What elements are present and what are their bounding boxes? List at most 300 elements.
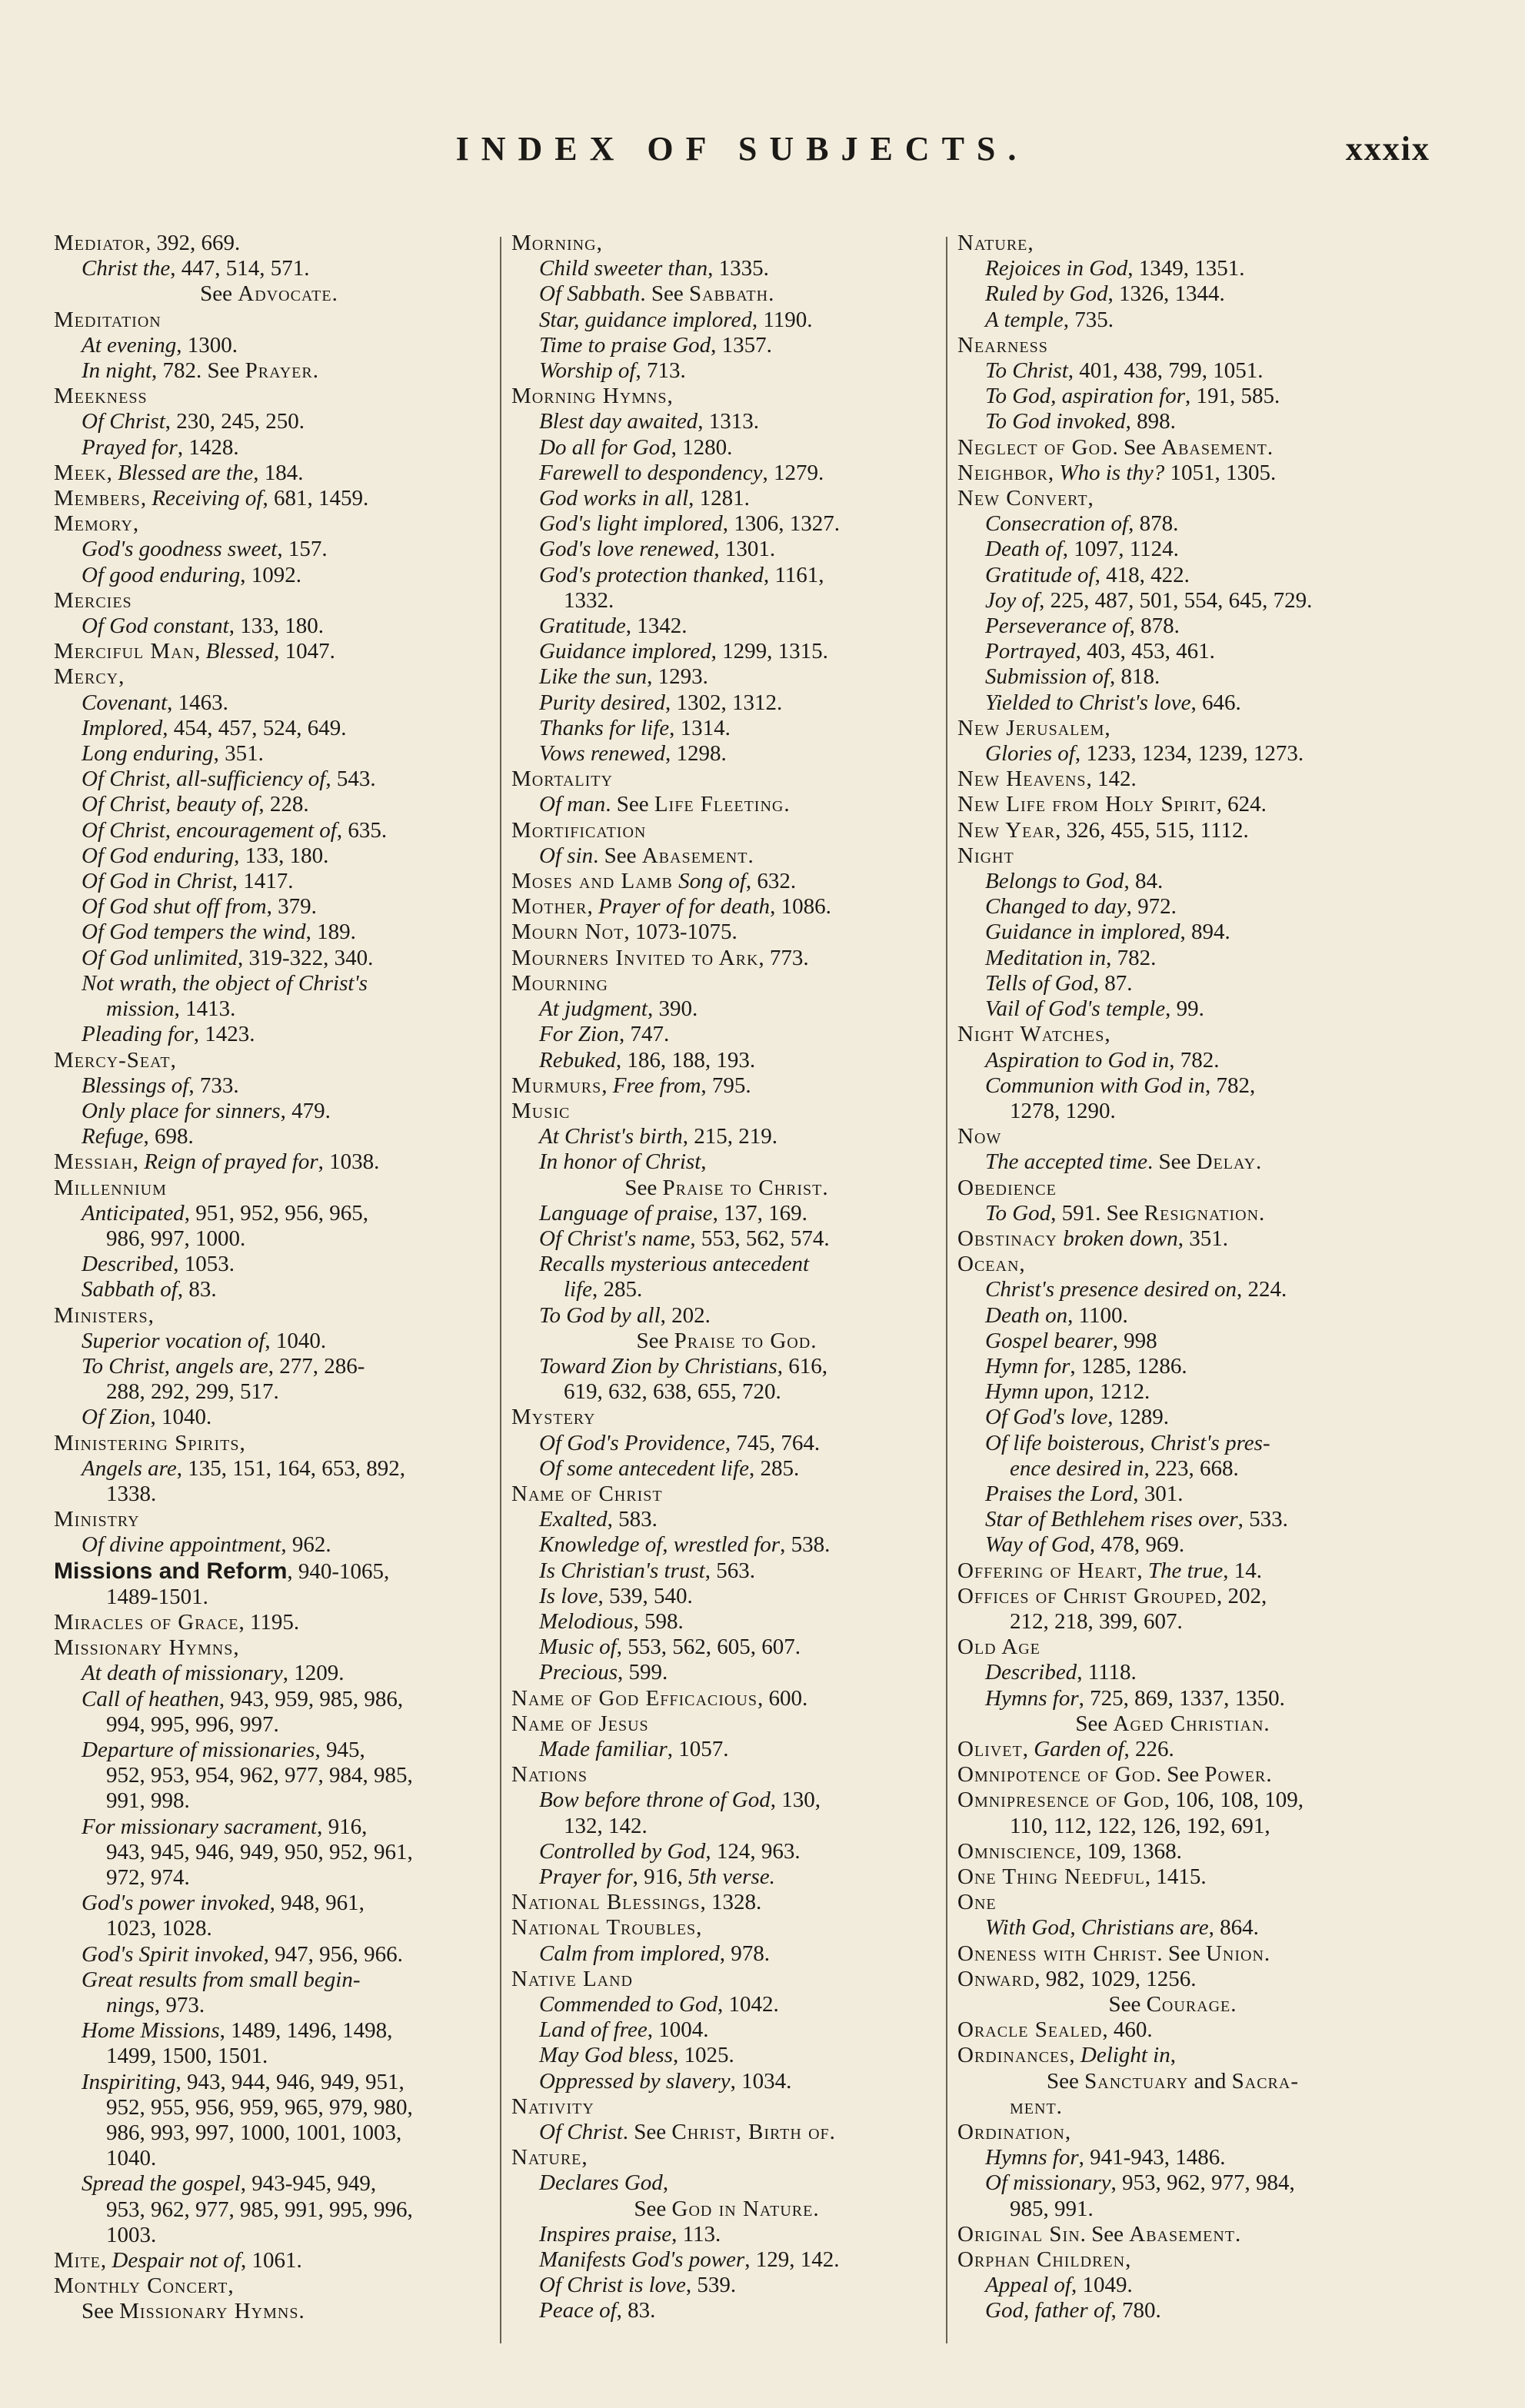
entry-text: Abasement. <box>1161 434 1274 460</box>
entry-text: See <box>1108 1992 1147 2017</box>
index-heading <box>511 971 942 996</box>
index-subentry <box>511 843 942 869</box>
entry-text: , 135, 151, 164, 653, 892, <box>176 1455 406 1481</box>
entry-text: Ministers <box>54 1302 148 1328</box>
index-heading <box>957 1788 1388 1813</box>
index-subentry <box>54 409 484 434</box>
entry-text: Of Sabbath <box>539 281 641 307</box>
index-continuation <box>54 2146 484 2171</box>
entry-text: Nearness <box>957 332 1048 358</box>
index-subentry <box>957 281 1388 307</box>
entry-text: , 943-945, 949, <box>240 2171 377 2197</box>
entry-text: , 83. <box>177 1277 217 1302</box>
entry-text: Of Christ <box>539 2120 623 2145</box>
index-subentry <box>957 1201 1388 1226</box>
index-heading <box>957 1737 1388 1762</box>
entry-text: Of God tempers the wind <box>82 920 306 945</box>
entry-text: The accepted time <box>985 1149 1147 1175</box>
entry-text: Precious <box>539 1660 618 1685</box>
entry-text: , 947, 956, 966. <box>263 1941 403 1967</box>
index-subentry <box>957 741 1388 767</box>
entry-text: , 1302, 1312. <box>665 690 783 715</box>
index-heading <box>54 1149 484 1175</box>
entry-text: , 401, 438, 799, 1051. <box>1067 358 1264 384</box>
entry-text: , 157. <box>277 537 328 562</box>
entry-text: See <box>624 1175 663 1200</box>
entry-text: Melodious <box>539 1608 634 1634</box>
entry-text: Gratitude <box>539 614 626 639</box>
index-heading <box>957 1967 1388 1992</box>
entry-text: , 109, 1368. <box>1076 1838 1182 1864</box>
index-subentry <box>957 1660 1388 1685</box>
entry-text: Child sweeter than <box>539 256 708 281</box>
entry-text: Superior vocation of <box>82 1328 265 1353</box>
index-subentry <box>54 1252 484 1277</box>
entry-text: , 1279. <box>762 460 824 485</box>
entry-text: broken down <box>1063 1226 1178 1251</box>
index-subentry <box>511 333 942 358</box>
entry-text: , 1280. <box>671 434 733 460</box>
index-subentry <box>54 1532 484 1558</box>
entry-text: One Thing Needful <box>957 1864 1145 1889</box>
index-heading <box>957 843 1388 869</box>
entry-text: Of God shut off from <box>82 894 267 920</box>
index-subentry <box>511 1532 942 1558</box>
entry-text: , 1212. <box>1088 1379 1150 1405</box>
index-heading <box>54 664 484 690</box>
entry-text: Covenant <box>82 690 168 715</box>
index-heading <box>511 1686 942 1711</box>
entry-text: Meditation in <box>985 945 1107 970</box>
entry-text: , 591. See <box>1051 1200 1144 1226</box>
entry-text: , 460. <box>1102 2017 1153 2043</box>
entry-text: , 780. <box>1110 2298 1161 2323</box>
index-heading <box>957 2017 1388 2043</box>
entry-text: , 186, 188, 193. <box>615 1047 756 1073</box>
entry-text: , 228. <box>258 792 309 817</box>
index-heading <box>511 1967 942 1992</box>
index-subentry <box>511 2170 942 2196</box>
index-cross-reference <box>54 281 484 307</box>
entry-text: 1040. <box>106 2146 157 2171</box>
index-subentry <box>54 1099 484 1124</box>
entry-text: , 1489, 1496, 1498, <box>219 2018 393 2044</box>
entry-text: , 725, 869, 1337, 1350. <box>1078 1685 1285 1711</box>
index-heading <box>54 1431 484 1456</box>
entry-text: , 945, <box>315 1737 365 1762</box>
index-subentry <box>511 1149 942 1175</box>
entry-text: Communion with God in <box>985 1073 1205 1098</box>
entry-text: One <box>957 1890 997 1915</box>
index-heading <box>957 2222 1388 2247</box>
entry-text: Time to praise God <box>539 332 711 358</box>
index-subentry <box>957 1686 1388 1711</box>
entry-text: , 1190. <box>751 307 813 332</box>
index-subentry <box>511 1303 942 1329</box>
entry-text: New Heavens <box>957 767 1087 792</box>
entry-text: Delight in <box>1080 2043 1170 2068</box>
index-continuation <box>54 1379 484 1405</box>
entry-text: , 142. <box>1086 767 1137 792</box>
index-heading <box>511 1099 942 1124</box>
index-subentry <box>54 818 484 843</box>
index-subentry <box>54 1687 484 1712</box>
entry-text: Inspiriting <box>82 2069 176 2094</box>
entry-text: , 894. <box>1180 920 1230 945</box>
index-subentry <box>54 1661 484 1686</box>
index-subentry <box>957 409 1388 434</box>
entry-text: , 129, 142. <box>744 2247 840 2273</box>
entry-text: Onward <box>957 1966 1035 1991</box>
entry-text: Land of free <box>539 2017 648 2043</box>
entry-text: , 951, 952, 956, 965, <box>184 1200 368 1226</box>
entry-text: Nature <box>511 2145 582 2170</box>
index-continuation <box>957 1609 1388 1635</box>
index-heading <box>54 511 484 537</box>
entry-text: Obstinacy <box>957 1226 1057 1251</box>
index-continuation <box>957 1814 1388 1839</box>
entry-text: Portrayed <box>985 639 1076 664</box>
entry-text: , <box>132 1149 145 1175</box>
entry-text: 132, 142. <box>564 1813 648 1838</box>
entry-text: In night <box>82 358 152 384</box>
index-continuation <box>957 2094 1388 2120</box>
entry-text: Mercy-Seat <box>54 1047 171 1073</box>
entry-text: Sacra- <box>1231 2068 1299 2094</box>
entry-text: , 113. <box>671 2221 721 2247</box>
index-subentry <box>54 946 484 971</box>
entry-text: , <box>148 1302 154 1328</box>
index-subentry <box>957 2273 1388 2298</box>
page-header <box>54 129 1430 183</box>
entry-text: , 403, 453, 461. <box>1075 639 1215 664</box>
entry-text: Mourning <box>511 970 609 996</box>
index-subentry <box>957 2145 1388 2170</box>
entry-text: Aspiration to God in <box>985 1047 1170 1073</box>
index-subentry <box>957 1507 1388 1532</box>
entry-text: , 1061. <box>240 2248 302 2273</box>
entry-text: , 1428. <box>177 434 239 460</box>
entry-text: Orphan Children <box>957 2247 1126 2273</box>
entry-text: , 553, 562, 605, 607. <box>616 1635 801 1660</box>
index-continuation <box>54 996 484 1022</box>
index-heading <box>54 639 484 664</box>
index-subentry <box>957 1915 1388 1941</box>
entry-text: Way of God <box>985 1532 1090 1558</box>
entry-text: At evening <box>82 332 177 358</box>
entry-text: Memory <box>54 511 133 537</box>
entry-text: Departure of missionaries <box>82 1737 315 1762</box>
entry-text: Belongs to God <box>985 869 1124 894</box>
entry-text: Hymns for <box>985 1685 1079 1711</box>
entry-text: See <box>200 281 238 307</box>
index-subentry <box>54 792 484 817</box>
entry-text: To Christ <box>985 358 1068 384</box>
entry-text: , <box>696 1915 702 1941</box>
entry-text: Perseverance of <box>985 614 1130 639</box>
index-subentry <box>54 1329 484 1354</box>
entry-text: Union. <box>1205 1941 1271 1966</box>
entry-text: , <box>1069 2043 1080 2068</box>
entry-text: Hymn upon <box>985 1379 1089 1405</box>
entry-text: Home Missions <box>82 2018 220 2044</box>
entry-text: , <box>1047 460 1060 485</box>
entry-text: , 818. <box>1109 664 1160 690</box>
entry-text: , 624. <box>1216 792 1267 817</box>
entry-text: Described <box>985 1660 1077 1685</box>
entry-text: Spread the gospel <box>82 2171 241 2197</box>
entry-text: 943, 945, 946, 949, 950, 952, 961, <box>106 1839 413 1864</box>
entry-text: Death of <box>985 537 1063 562</box>
entry-text: Long enduring <box>82 741 214 767</box>
entry-text: Blest day awaited <box>539 409 698 434</box>
entry-text: Of life boisterous, Christ's pres- <box>985 1430 1270 1455</box>
entry-text: Yielded to Christ's love <box>985 690 1191 715</box>
index-subentry <box>54 1967 484 1993</box>
index-heading <box>957 2043 1388 2068</box>
entry-text: Vail of God's temple <box>985 996 1166 1022</box>
entry-text: Members <box>54 486 141 511</box>
entry-text: Mercy <box>54 664 119 690</box>
entry-text: Life Fleeting. <box>654 792 791 817</box>
entry-text: Prayer. <box>245 358 319 384</box>
entry-text: Name of Christ <box>511 1481 663 1506</box>
index-subentry <box>957 256 1388 281</box>
entry-text: , 1415. <box>1144 1864 1207 1889</box>
index-subentry <box>54 741 484 767</box>
index-subentry <box>957 511 1388 537</box>
entry-text: , 1313. <box>698 409 759 434</box>
index-heading <box>511 894 942 920</box>
entry-text: , <box>662 2170 669 2196</box>
entry-text: Of some antecedent life <box>539 1455 749 1481</box>
index-heading <box>54 461 484 486</box>
entry-text: , 226. <box>1124 1736 1174 1761</box>
entry-text: Aged Christian. <box>1113 1711 1270 1736</box>
index-subentry <box>957 639 1388 664</box>
index-subentry <box>957 869 1388 894</box>
index-continuation <box>54 1712 484 1738</box>
entry-text: To God invoked <box>985 409 1126 434</box>
entry-text: Original Sin <box>957 2221 1080 2247</box>
entry-text: , 1057. <box>667 1736 729 1761</box>
entry-text: Now <box>957 1124 1002 1149</box>
index-subentry <box>511 1456 942 1482</box>
entry-text: To Christ, angels are <box>82 1353 268 1379</box>
entry-text: Star of Bethlehem rises over <box>985 1507 1238 1532</box>
entry-text: , 953, 962, 977, 984, <box>1110 2170 1295 2196</box>
index-cross-reference <box>957 1992 1388 2017</box>
index-subentry <box>957 588 1388 614</box>
entry-text: Mediator <box>54 231 145 255</box>
index-subentry <box>511 281 942 307</box>
entry-text: Missionary Hymns <box>54 1635 234 1661</box>
entry-text: Morning Hymns <box>511 384 668 409</box>
index-heading <box>957 333 1388 358</box>
entry-text: Of divine appointment <box>82 1532 281 1558</box>
index-subentry <box>511 563 942 588</box>
entry-text: , 982, 1029, 1256. <box>1034 1966 1197 1991</box>
entry-text: , 978. <box>719 1941 770 1966</box>
entry-text: Ruled by God <box>985 281 1108 307</box>
entry-text: Praises the Lord <box>985 1481 1134 1506</box>
entry-text: Anticipated <box>82 1200 185 1226</box>
index-column-1 <box>54 231 484 2325</box>
entry-text: Advocate. <box>238 281 338 307</box>
index-subentry <box>957 690 1388 716</box>
entry-text: , <box>100 2248 112 2273</box>
entry-text: , 1299, 1315. <box>711 639 828 664</box>
entry-text: Sanctuary <box>1084 2068 1189 2094</box>
index-subentry <box>511 1252 942 1277</box>
entry-text: Mortality <box>511 767 613 792</box>
entry-text: Missionary Hymns. <box>119 2299 305 2324</box>
entry-text: , 1293. <box>647 664 708 690</box>
entry-text: Omnipresence of God <box>957 1788 1164 1813</box>
index-continuation <box>54 1865 484 1891</box>
index-subentry <box>54 563 484 588</box>
entry-text: , <box>1027 231 1034 255</box>
index-heading <box>511 1711 942 1737</box>
entry-text: For missionary sacrament <box>82 1814 318 1839</box>
entry-text: Offering of Heart <box>957 1558 1137 1583</box>
entry-text: Nations <box>511 1762 588 1788</box>
entry-text: Like the sun <box>539 664 648 690</box>
entry-text: , 599. <box>618 1660 668 1685</box>
entry-text: , 1053. <box>173 1252 235 1277</box>
entry-text: Miracles of Grace <box>54 1609 239 1635</box>
entry-text: , <box>1104 715 1110 740</box>
index-subentry <box>54 1942 484 1967</box>
entry-text: Olivet <box>957 1736 1023 1761</box>
entry-text: , 1314. <box>669 715 731 740</box>
entry-text: , 418, 422. <box>1094 562 1190 587</box>
entry-text: , 137, 169. <box>712 1200 807 1226</box>
entry-text: Hymn for <box>985 1353 1070 1379</box>
entry-text: Oracle Sealed <box>957 2017 1103 2043</box>
entry-text: Exalted <box>539 1507 608 1532</box>
index-subentry <box>511 996 942 1022</box>
index-subentry <box>511 2298 942 2323</box>
index-subentry <box>511 1788 942 1813</box>
entry-text: , 202. <box>660 1302 711 1328</box>
entry-text: , 972. <box>1126 894 1177 920</box>
entry-text: , 1100. <box>1067 1302 1128 1328</box>
entry-text: , 14. <box>1223 1558 1263 1583</box>
index-subentry <box>54 1277 484 1302</box>
entry-text: , <box>667 384 673 409</box>
entry-text: , 1209. <box>282 1661 345 1686</box>
entry-text: New Life from Holy Spirit <box>957 792 1217 817</box>
index-subentry <box>54 1891 484 1916</box>
entry-text: Murmurs <box>511 1073 602 1098</box>
entry-text: Mystery <box>511 1405 596 1430</box>
index-subentry <box>511 308 942 333</box>
index-subentry <box>511 792 942 817</box>
index-subentry <box>54 1405 484 1430</box>
index-heading <box>511 818 942 843</box>
index-cross-reference <box>511 1329 942 1354</box>
index-subentry <box>957 1048 1388 1073</box>
entry-text: 1278, 1290. <box>1010 1098 1116 1123</box>
index-subentry <box>957 1073 1388 1099</box>
index-continuation <box>54 1993 484 2018</box>
entry-text: 288, 292, 299, 517. <box>106 1379 279 1405</box>
entry-text: See <box>636 1328 674 1353</box>
entry-text: Mother <box>511 894 588 920</box>
entry-text: , 1413. <box>174 996 236 1022</box>
entry-text: Christ the <box>82 256 171 281</box>
index-heading <box>511 869 942 894</box>
entry-text: . See <box>1155 1762 1205 1788</box>
entry-text: 1003. <box>106 2222 157 2247</box>
index-cross-reference <box>957 2069 1388 2094</box>
entry-text: Bow before throne of God <box>539 1788 771 1813</box>
entry-text: Mite <box>54 2248 101 2273</box>
entry-text: , 864. <box>1208 1915 1259 1941</box>
index-subentry <box>54 2018 484 2044</box>
entry-text: , 943, 959, 985, 986, <box>218 1686 404 1711</box>
entry-text: , 1047. <box>274 639 335 664</box>
index-continuation <box>54 2223 484 2248</box>
index-subentry <box>957 1482 1388 1507</box>
index-subentry <box>511 1354 942 1379</box>
entry-text: Oneness with Christ <box>957 1941 1157 1966</box>
entry-text: , 973. <box>154 1993 205 2018</box>
index-subentry <box>511 1660 942 1685</box>
entry-text: , <box>140 486 152 511</box>
entry-text: , 1025. <box>672 2043 734 2068</box>
index-subentry <box>54 716 484 741</box>
entry-text: Death on <box>985 1302 1068 1328</box>
entry-text: , 133, 180. <box>234 843 329 868</box>
index-subentry <box>511 1201 942 1226</box>
entry-text: , 184. <box>253 460 304 485</box>
index-subentry <box>54 2299 484 2324</box>
entry-text: New Year <box>957 817 1056 843</box>
index-subentry <box>511 256 942 281</box>
entry-text: Mercies <box>54 587 132 613</box>
entry-text: , 1328. <box>700 1890 762 1915</box>
index-heading <box>54 1507 484 1532</box>
entry-text: , 202, <box>1216 1583 1267 1608</box>
entry-text: , <box>170 1047 176 1073</box>
entry-text: , 782. <box>1106 945 1157 970</box>
index-heading <box>957 1226 1388 1252</box>
entry-text: , <box>228 2273 234 2299</box>
entry-text: , 948, 961, <box>269 1891 365 1916</box>
entry-text: 1023, 1028. <box>106 1916 212 1941</box>
entry-text: , 223, 668. <box>1144 1455 1239 1481</box>
entry-text: , <box>581 2145 588 2170</box>
index-subentry <box>957 308 1388 333</box>
entry-text: Of God in Christ <box>82 869 232 894</box>
index-subentry <box>957 614 1388 639</box>
entry-text: , 1195. <box>238 1609 300 1635</box>
index-heading <box>957 2120 1388 2145</box>
entry-text: Appeal of <box>985 2273 1071 2298</box>
index-heading <box>957 767 1388 792</box>
entry-text: , 1417. <box>231 869 294 894</box>
entry-text: God's Spirit invoked <box>82 1941 264 1967</box>
entry-text: ment. <box>1010 2094 1063 2119</box>
index-continuation <box>54 1585 484 1610</box>
entry-text: God's light implored <box>539 511 723 537</box>
index-continuation <box>511 588 942 614</box>
entry-text: God, father of <box>985 2298 1111 2323</box>
entry-text: , 553, 562, 574. <box>690 1226 830 1251</box>
index-heading <box>957 231 1388 256</box>
